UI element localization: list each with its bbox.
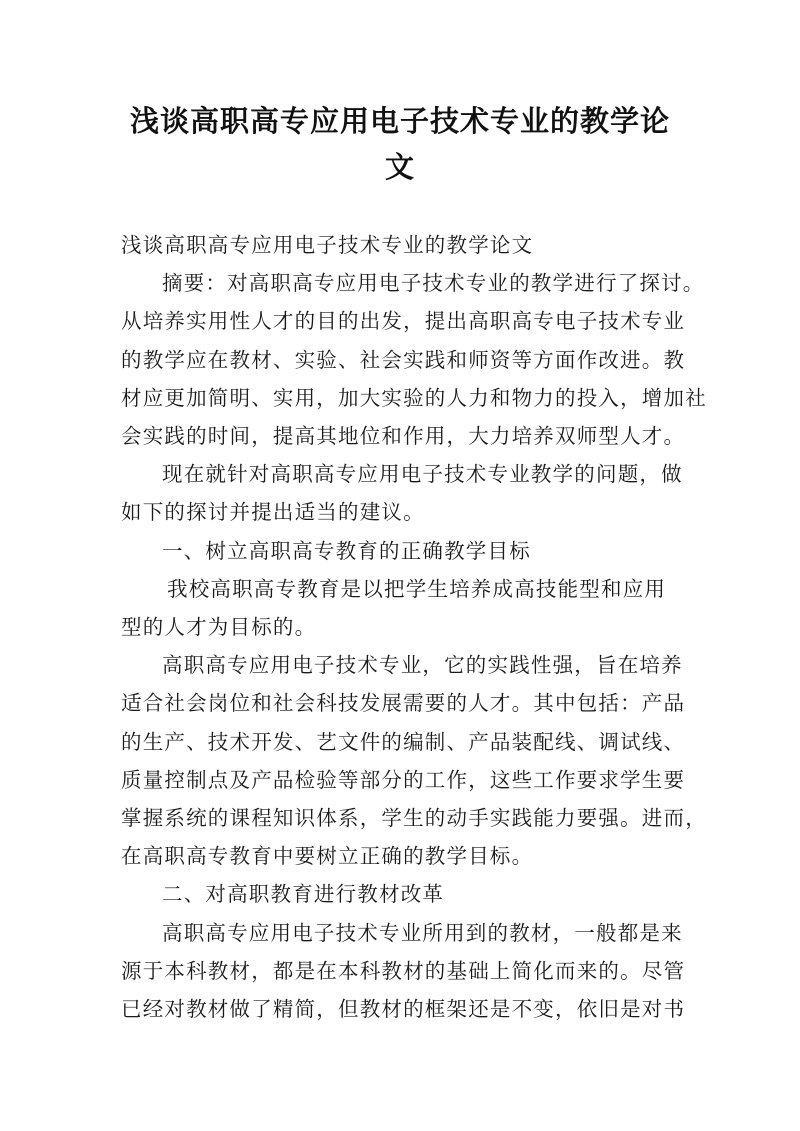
abstract-line: 从培养实用性人才的目的出发，提出高职高专电子技术专业 <box>121 309 686 334</box>
paragraph-line: 的生产、技术开发、艺文件的编制、产品装配线、调试线、 <box>121 729 686 754</box>
paragraph-line: 型的人才为目标的。 <box>121 615 317 640</box>
paragraph-line: 掌握系统的课程知识体系，学生的动手实践能力要强。进而， <box>121 806 707 831</box>
paragraph-line: 源于本科教材，都是在本科教材的基础上简化而来的。尽管 <box>121 958 686 983</box>
paragraph-line: 已经对教材做了精简，但教材的框架还是不变，依旧是对书 <box>121 997 686 1022</box>
section-heading-1: 一、树立高职高专教育的正确教学目标 <box>162 538 531 563</box>
abstract-line: 的教学应在教材、实验、社会实践和师资等方面作改进。教 <box>121 347 686 372</box>
paragraph-line: 在高职高专教育中要树立正确的教学目标。 <box>121 844 534 869</box>
paragraph-line: 我校高职高专教育是以把学生培养成高技能型和应用 <box>167 576 667 601</box>
paragraph-line: 现在就针对高职高专应用电子技术专业教学的问题，做 <box>162 462 683 487</box>
abstract-line: 会实践的时间，提高其地位和作用，大力培养双师型人才。 <box>121 424 686 449</box>
title-line-1: 浅谈高职高专应用电子技术专业的教学论 <box>129 104 670 138</box>
abstract-line: 材应更加简明、实用，加大实验的人力和物力的投入，增加社 <box>121 385 707 410</box>
abstract-line: 摘要：对高职高专应用电子技术专业的教学进行了探讨。 <box>162 271 705 296</box>
document-title <box>100 98 700 190</box>
subtitle-line: 浅谈高职高专应用电子技术专业的教学论文 <box>121 233 534 257</box>
title-line-2: 文 <box>384 150 415 184</box>
paragraph-line: 适合社会岗位和社会科技发展需要的人才。其中包括：产品 <box>121 691 686 716</box>
section-heading-2: 二、对高职教育进行教材改革 <box>162 882 445 907</box>
document-body <box>121 226 707 1028</box>
paragraph-line: 高职高专应用电子技术专业，它的实践性强，旨在培养 <box>162 653 683 678</box>
paragraph-line: 高职高专应用电子技术专业所用到的教材，一般都是来 <box>162 920 683 945</box>
paragraph-line: 质量控制点及产品检验等部分的工作，这些工作要求学生要 <box>121 767 686 792</box>
paragraph-line: 如下的探讨并提出适当的建议。 <box>121 500 425 525</box>
